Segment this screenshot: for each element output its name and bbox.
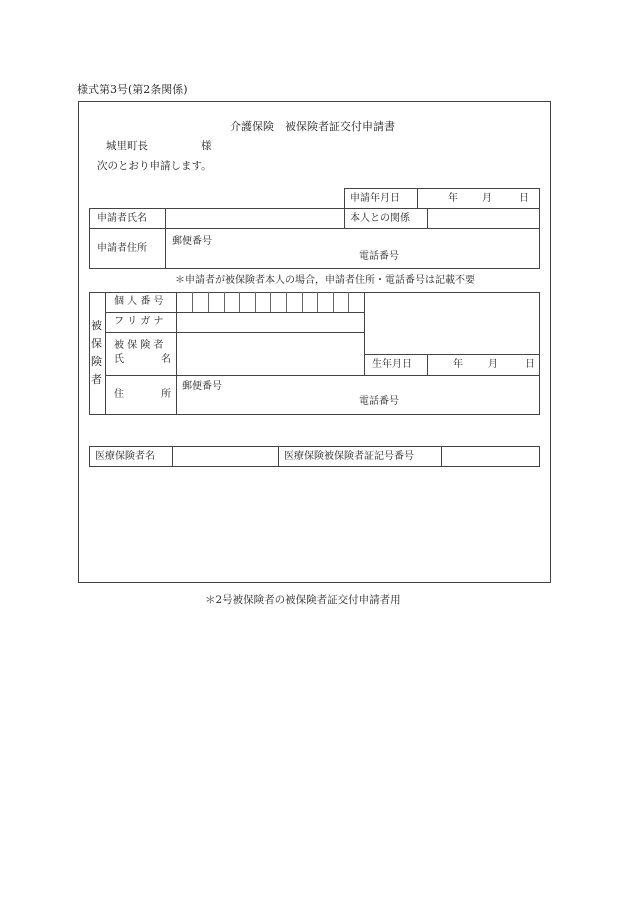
insured-phone-label: 電話番号	[359, 396, 399, 407]
applicant-name-label: 申請者氏名	[97, 213, 147, 224]
applicant-relation-field[interactable]	[428, 209, 539, 227]
application-year-unit: 年	[448, 193, 458, 204]
footer-note: ＊2号被保険者の被保険者証交付申請者用	[205, 594, 401, 606]
applicant-postal-label: 郵便番号	[172, 236, 212, 247]
application-date-label: 申請年月日	[350, 193, 400, 204]
insured-name-label-left: 氏	[114, 354, 124, 365]
furigana-field[interactable]	[177, 313, 363, 331]
application-month-unit: 月	[482, 193, 492, 204]
applicant-name-field[interactable]	[166, 209, 343, 227]
form-title: 介護保険 被保険者証交付申請書	[230, 120, 395, 133]
medical-card-number-label: 医療保険被保険者証記号番号	[284, 451, 414, 462]
applicant-note: ＊申請者が被保険者本人の場合，申請者住所・電話番号は記載不要	[175, 275, 475, 286]
medical-insurer-label: 医療保険者名	[95, 451, 155, 462]
insured-name-label-line1: 被 保 険 者	[114, 340, 164, 351]
medical-insurer-field[interactable]	[173, 447, 277, 466]
application-day-unit: 日	[519, 193, 529, 204]
applicant-address-label: 申請者住所	[97, 243, 147, 254]
personal-number-field[interactable]	[177, 293, 363, 311]
insured-address-label-left: 住	[114, 389, 124, 400]
insured-group-label-1: 被	[91, 319, 102, 332]
furigana-label: フ リ ガ ナ	[114, 316, 164, 327]
birth-date-field[interactable]	[428, 355, 539, 374]
insured-group-label-2: 保	[91, 337, 102, 350]
insured-group-label-4: 者	[91, 373, 102, 386]
insured-postal-label: 郵便番号	[182, 381, 222, 392]
applicant-relation-label: 本人との関係	[350, 213, 410, 224]
insured-address-field[interactable]	[177, 376, 539, 414]
insured-address-label-right: 所	[161, 389, 171, 400]
insured-group-label-3: 険	[91, 355, 102, 368]
insured-name-field[interactable]	[177, 333, 363, 374]
addressee-honorific: 様	[201, 140, 212, 152]
form-header: 様式第3号(第2条関係)	[77, 83, 188, 96]
addressee-name: 城里町長	[106, 140, 148, 152]
personal-number-label: 個 人 番 号	[114, 296, 164, 307]
birth-month-unit: 月	[488, 359, 498, 370]
birth-day-unit: 日	[525, 359, 535, 370]
birth-year-unit: 年	[453, 359, 463, 370]
birth-date-label: 生年月日	[372, 359, 412, 370]
insured-name-label-right: 名	[161, 354, 171, 365]
intro-text: 次のとおり申請します。	[97, 160, 212, 172]
applicant-phone-label: 電話番号	[359, 251, 399, 262]
medical-card-number-field[interactable]	[442, 447, 539, 466]
applicant-address-field[interactable]	[166, 229, 539, 268]
